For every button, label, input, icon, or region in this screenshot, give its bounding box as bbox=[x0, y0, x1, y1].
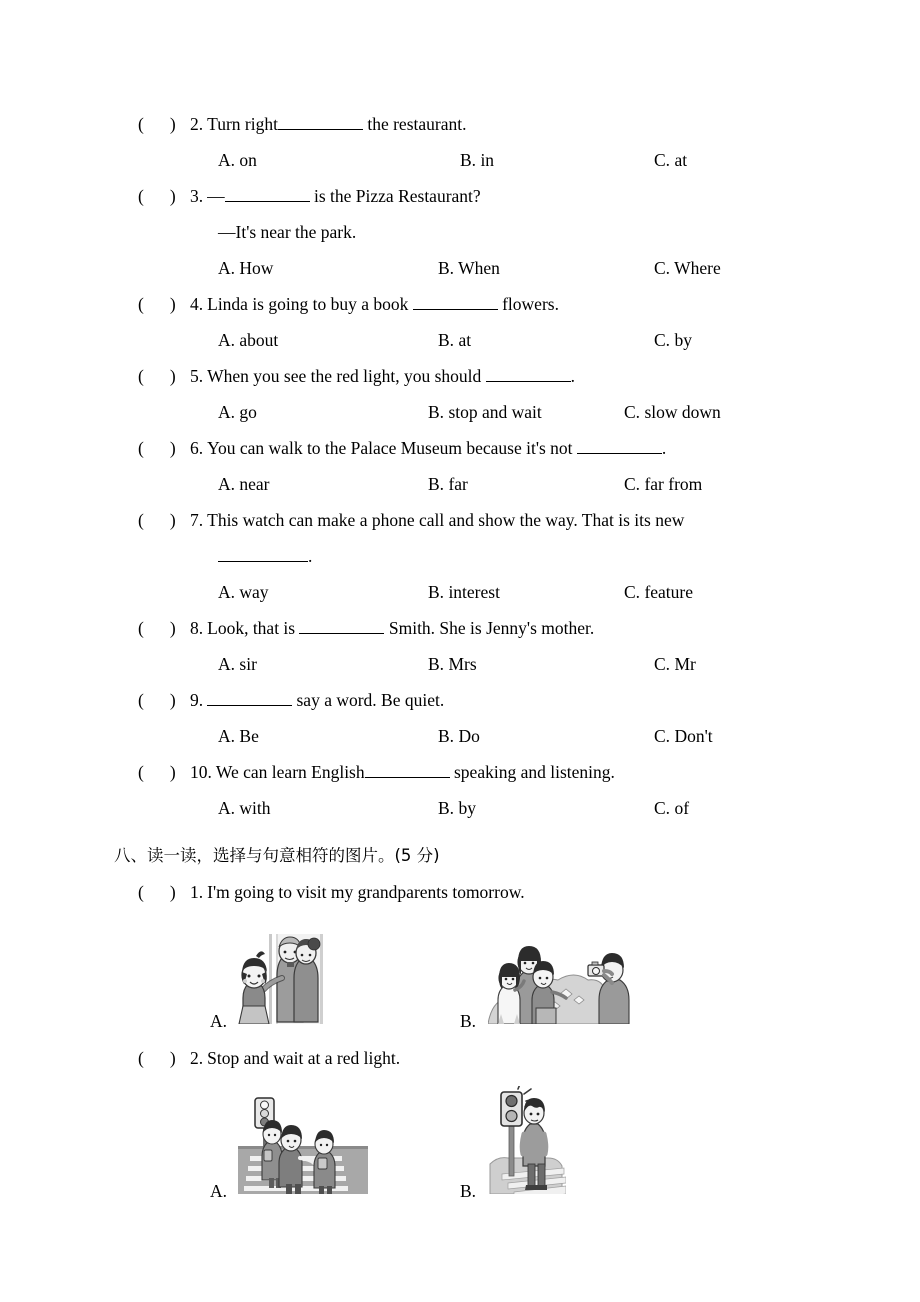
option-text: way bbox=[239, 582, 269, 602]
picture-label-1-b: B. bbox=[460, 1011, 477, 1031]
question-stem-before-6: You can walk to the Palace Museum because it's not bbox=[207, 438, 577, 458]
question-row-2 bbox=[138, 106, 838, 142]
option-7-c[interactable] bbox=[624, 574, 693, 610]
question-row-9 bbox=[138, 682, 838, 718]
option-9-a[interactable] bbox=[218, 718, 259, 754]
answer-blank-4[interactable] bbox=[413, 294, 498, 310]
question-stem-after-5: . bbox=[570, 366, 575, 386]
option-key: C. bbox=[654, 330, 671, 350]
option-4-b[interactable] bbox=[438, 322, 471, 358]
option-3-a[interactable] bbox=[218, 250, 273, 286]
option-key: B. bbox=[460, 150, 477, 170]
option-row-7 bbox=[138, 574, 838, 610]
option-row-2 bbox=[138, 142, 838, 178]
option-key: A. bbox=[218, 726, 236, 746]
paren-right: ) bbox=[169, 366, 176, 386]
option-text: at bbox=[674, 150, 688, 170]
answer-blank-2[interactable] bbox=[278, 114, 363, 130]
worksheet-content bbox=[114, 106, 838, 1202]
picture-image-children-crossing-crosswalk bbox=[238, 1094, 368, 1194]
option-row-3 bbox=[138, 250, 838, 286]
question-number-10: 10. bbox=[190, 762, 212, 782]
option-key: A. bbox=[218, 474, 236, 494]
picture-question-sentence-1: I'm going to visit my grandparents tomorrow. bbox=[207, 882, 525, 902]
question-stem-after-3: is the Pizza Restaurant? bbox=[314, 186, 481, 206]
question-stem-after-8: Smith. She is Jenny's mother. bbox=[384, 618, 595, 638]
option-key: B. bbox=[428, 654, 445, 674]
paren-left: ( bbox=[138, 762, 144, 782]
option-text: about bbox=[239, 330, 279, 350]
question-row-5 bbox=[138, 358, 838, 394]
paren-left: ( bbox=[138, 186, 144, 206]
question-number-9: 9. bbox=[190, 690, 204, 710]
option-2-b[interactable] bbox=[460, 142, 494, 178]
option-key: B. bbox=[438, 726, 455, 746]
option-text: sir bbox=[239, 654, 257, 674]
option-text: far bbox=[448, 474, 468, 494]
option-text: feature bbox=[644, 582, 694, 602]
option-text: near bbox=[239, 474, 270, 494]
question-stem-before-7: This watch can make a phone call and show the way. That is its new bbox=[207, 510, 685, 530]
option-2-c[interactable] bbox=[654, 142, 687, 178]
option-3-c[interactable] bbox=[654, 250, 721, 286]
paren-right: ) bbox=[169, 690, 176, 710]
paren-left: ( bbox=[138, 882, 144, 902]
answer-bracket-9[interactable] bbox=[138, 682, 190, 718]
option-key: B. bbox=[428, 474, 445, 494]
question-stem-after-6: . bbox=[661, 438, 667, 458]
answer-blank-8[interactable] bbox=[299, 618, 384, 634]
option-text: slow down bbox=[644, 402, 721, 422]
option-text: Don't bbox=[674, 726, 713, 746]
option-text: at bbox=[458, 330, 472, 350]
option-text: When bbox=[458, 258, 500, 278]
option-text: stop and wait bbox=[448, 402, 542, 422]
answer-bracket-5[interactable] bbox=[138, 358, 190, 394]
answer-bracket-10[interactable] bbox=[138, 754, 190, 790]
question-number-8: 8. bbox=[190, 618, 204, 638]
answer-bracket-2[interactable] bbox=[138, 106, 190, 142]
question-stem-before-2: Turn right bbox=[207, 114, 278, 134]
option-9-b[interactable] bbox=[438, 718, 480, 754]
option-text: by bbox=[458, 798, 476, 818]
option-text: on bbox=[239, 150, 257, 170]
option-6-b[interactable] bbox=[428, 466, 468, 502]
paren-left: ( bbox=[138, 618, 144, 638]
question-stem-after-9: say a word. Be quiet. bbox=[292, 690, 445, 710]
paren-right: ) bbox=[169, 438, 176, 458]
option-text: by bbox=[674, 330, 692, 350]
picture-image-boy-waiting-red-light bbox=[488, 1086, 566, 1194]
paren-left: ( bbox=[138, 366, 144, 386]
answer-bracket-8[interactable] bbox=[138, 610, 190, 646]
option-6-a[interactable] bbox=[218, 466, 270, 502]
option-6-c[interactable] bbox=[624, 466, 702, 502]
picture-question-sentence-2: Stop and wait at a red light. bbox=[207, 1048, 401, 1068]
question-row-6 bbox=[138, 430, 838, 466]
question-wrapped-blank-7 bbox=[138, 538, 838, 574]
paren-right: ) bbox=[169, 1048, 176, 1068]
option-key: B. bbox=[438, 330, 455, 350]
option-text: of bbox=[674, 798, 690, 818]
option-text: with bbox=[239, 798, 271, 818]
option-3-b[interactable] bbox=[438, 250, 500, 286]
option-key: B. bbox=[428, 402, 445, 422]
answer-blank-6[interactable] bbox=[577, 438, 662, 454]
option-text: interest bbox=[448, 582, 500, 602]
option-5-c[interactable] bbox=[624, 394, 721, 430]
option-key: A. bbox=[218, 798, 236, 818]
answer-blank-10[interactable] bbox=[365, 762, 450, 778]
picture-label-1-a: A. bbox=[210, 1011, 228, 1031]
question-row-3 bbox=[138, 178, 838, 214]
paren-right: ) bbox=[169, 186, 176, 206]
picture-question-row-2 bbox=[138, 1040, 838, 1076]
option-key: B. bbox=[438, 798, 455, 818]
paren-left: ( bbox=[138, 510, 144, 530]
picture-question-number-1: 1. bbox=[190, 882, 204, 902]
question-stem-after-7: . bbox=[308, 546, 313, 566]
paren-left: ( bbox=[138, 114, 144, 134]
question-number-6: 6. bbox=[190, 438, 204, 458]
option-8-a[interactable] bbox=[218, 646, 257, 682]
question-row-7 bbox=[138, 502, 838, 538]
option-key: B. bbox=[428, 582, 445, 602]
picture-image-girl-greeting-grandparents bbox=[238, 934, 334, 1024]
paren-left: ( bbox=[138, 294, 144, 314]
option-text: Mr bbox=[674, 654, 696, 674]
question-stem-after-4: flowers. bbox=[497, 294, 559, 314]
option-text: in bbox=[480, 150, 495, 170]
option-key: C. bbox=[654, 258, 671, 278]
option-key: C. bbox=[654, 798, 671, 818]
option-text: How bbox=[239, 258, 274, 278]
picture-question-number-2: 2. bbox=[190, 1048, 204, 1068]
paren-right: ) bbox=[169, 762, 176, 782]
paren-right: ) bbox=[169, 294, 176, 314]
option-key: B. bbox=[438, 258, 455, 278]
answer-bracket-p2[interactable] bbox=[138, 1040, 190, 1076]
answer-bracket-6[interactable] bbox=[138, 430, 190, 466]
option-row-8 bbox=[138, 646, 838, 682]
question-stem-before-10: We can learn English bbox=[215, 762, 365, 782]
option-row-9 bbox=[138, 718, 838, 754]
option-key: C. bbox=[624, 474, 641, 494]
paren-right: ) bbox=[169, 618, 176, 638]
question-stem-before-5: When you see the red light, you should bbox=[207, 366, 486, 386]
question-number-2: 2. bbox=[190, 114, 204, 134]
question-stem-before-8: Look, that is bbox=[207, 618, 300, 638]
option-7-b[interactable] bbox=[428, 574, 500, 610]
option-key: A. bbox=[218, 150, 236, 170]
question-stem-after-2: the restaurant. bbox=[367, 114, 467, 134]
paren-right: ) bbox=[169, 882, 176, 902]
option-key: C. bbox=[654, 654, 671, 674]
option-5-b[interactable] bbox=[428, 394, 542, 430]
picture-label-2-a: A. bbox=[210, 1181, 228, 1201]
option-key: A. bbox=[218, 582, 236, 602]
answer-bracket-4[interactable] bbox=[138, 286, 190, 322]
paren-right: ) bbox=[169, 114, 176, 134]
question-number-3: 3. bbox=[190, 186, 204, 206]
question-stem-before-3: — bbox=[207, 186, 225, 206]
option-key: C. bbox=[654, 150, 671, 170]
question-row-10 bbox=[138, 754, 838, 790]
question-number-7: 7. bbox=[190, 510, 204, 530]
paren-left: ( bbox=[138, 438, 144, 458]
picture-choice-row-1 bbox=[138, 914, 838, 1032]
option-10-a[interactable] bbox=[218, 790, 271, 826]
question-number-4: 4. bbox=[190, 294, 204, 314]
option-text: go bbox=[239, 402, 257, 422]
answer-blank-7[interactable] bbox=[218, 546, 308, 562]
question-stem-after-10: speaking and listening. bbox=[449, 762, 615, 782]
option-text: Mrs bbox=[448, 654, 477, 674]
option-key: C. bbox=[624, 402, 641, 422]
answer-bracket-7[interactable] bbox=[138, 502, 190, 538]
option-key: C. bbox=[624, 582, 641, 602]
section-heading-8: 八、读一读，选择与句意相符的图片。(5 分) bbox=[114, 846, 440, 865]
option-5-a[interactable] bbox=[218, 394, 257, 430]
option-key: A. bbox=[218, 258, 236, 278]
question-row-4 bbox=[138, 286, 838, 322]
option-7-a[interactable] bbox=[218, 574, 269, 610]
paren-left: ( bbox=[138, 690, 144, 710]
picture-label-2-b: B. bbox=[460, 1181, 477, 1201]
picture-choice-row-2 bbox=[138, 1080, 838, 1202]
option-2-a[interactable] bbox=[218, 142, 257, 178]
option-text: Be bbox=[239, 726, 259, 746]
paren-right: ) bbox=[169, 510, 176, 530]
question-continuation-3: —It's near the park. bbox=[218, 222, 357, 242]
option-8-b[interactable] bbox=[428, 646, 477, 682]
question-row-8 bbox=[138, 610, 838, 646]
option-key: C. bbox=[654, 726, 671, 746]
option-row-10 bbox=[138, 790, 838, 826]
answer-bracket-p1[interactable] bbox=[138, 874, 190, 910]
option-8-c[interactable] bbox=[654, 646, 696, 682]
option-key: A. bbox=[218, 402, 236, 422]
option-9-c[interactable] bbox=[654, 718, 713, 754]
option-text: Do bbox=[458, 726, 480, 746]
option-4-a[interactable] bbox=[218, 322, 278, 358]
option-10-b[interactable] bbox=[438, 790, 476, 826]
picture-image-family-taking-photo bbox=[488, 938, 638, 1024]
option-row-6 bbox=[138, 466, 838, 502]
answer-blank-3[interactable] bbox=[225, 186, 310, 202]
option-4-c[interactable] bbox=[654, 322, 692, 358]
question-number-5: 5. bbox=[190, 366, 204, 386]
option-10-c[interactable] bbox=[654, 790, 689, 826]
option-text: Where bbox=[674, 258, 721, 278]
picture-question-row-1 bbox=[138, 874, 838, 910]
option-row-4 bbox=[138, 322, 838, 358]
option-row-5 bbox=[138, 394, 838, 430]
question-stem-before-4: Linda is going to buy a book bbox=[207, 294, 413, 314]
answer-blank-5[interactable] bbox=[486, 366, 571, 382]
answer-blank-9[interactable] bbox=[207, 690, 292, 706]
paren-left: ( bbox=[138, 1048, 144, 1068]
option-key: A. bbox=[218, 330, 236, 350]
option-key: A. bbox=[218, 654, 236, 674]
answer-bracket-3[interactable] bbox=[138, 178, 190, 214]
option-text: far from bbox=[644, 474, 703, 494]
